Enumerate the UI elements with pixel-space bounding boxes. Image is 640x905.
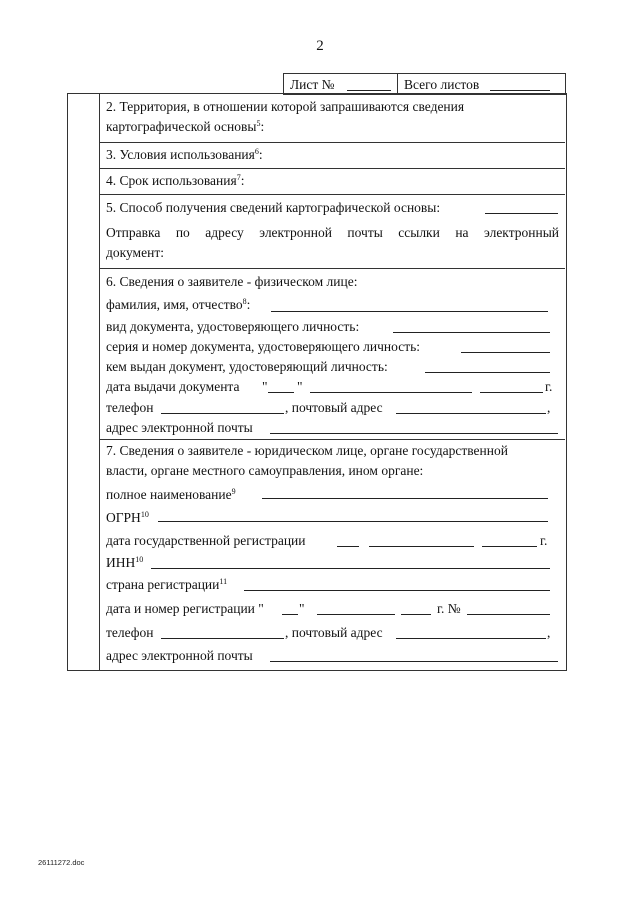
ogrn-label: [106, 510, 559, 526]
total-sheets-label: Всего листов: [404, 77, 480, 92]
footnote-ref: 9: [231, 487, 236, 496]
section-divider: [99, 268, 565, 269]
section-5-option-cont: документ:: [106, 245, 164, 260]
doc-number-field[interactable]: [461, 352, 550, 353]
footnote-ref: 7: [236, 173, 241, 182]
reg-year-field[interactable]: [401, 614, 431, 615]
doc-date-label: дата выдачи документа: [106, 379, 240, 394]
section-5-title: 5. Способ получения сведений картографической основы:: [106, 200, 441, 215]
section-5-option: Отправка по адресу электронной почты ссылки на электронный: [106, 225, 559, 240]
year-suffix: г.: [540, 533, 548, 548]
doc-type-label: вид документа, удостоверяющего личность:: [106, 319, 360, 334]
reg-day-field[interactable]: [282, 614, 298, 615]
receipt-method-field[interactable]: [485, 213, 558, 214]
doc-date-month-field[interactable]: [310, 392, 472, 393]
full-name-text: полное наименование: [106, 487, 232, 502]
section-divider: [99, 168, 565, 169]
quote-close: ": [297, 379, 303, 394]
ogrn-field[interactable]: [158, 521, 548, 522]
postal-field[interactable]: [396, 413, 546, 414]
section-7-title-1: 7. Сведения о заявителе - юридическом лице, органе государственной: [106, 443, 508, 458]
reg-date-year-field[interactable]: [482, 546, 537, 547]
section-2-line-2: [106, 119, 559, 135]
ogrn-text: ОГРН: [106, 510, 141, 525]
section-3-text: 3. Условия использования: [106, 147, 255, 162]
fio-field[interactable]: [271, 311, 548, 312]
doc-issuer-label: кем выдан документ, удостоверяющий личность:: [106, 359, 388, 374]
full-name-field[interactable]: [262, 498, 548, 499]
reg-date-label: дата государственной регистрации: [106, 533, 306, 548]
email-label: адрес электронной почты: [106, 648, 253, 663]
full-name-label: [106, 487, 559, 503]
reg-date-number-label: дата и номер регистрации ": [106, 601, 264, 616]
inn-field[interactable]: [151, 568, 550, 569]
doc-type-field[interactable]: [393, 332, 550, 333]
fio-colon: :: [246, 297, 251, 312]
sheet-number-field[interactable]: [347, 79, 391, 91]
section-3-colon: :: [258, 147, 263, 162]
section-4-title: [106, 173, 559, 189]
section-4-colon: :: [240, 173, 245, 188]
sheet-number-cell: [283, 73, 398, 95]
footnote-ref: 5: [256, 119, 261, 128]
section-6-title: 6. Сведения о заявителе - физическом лице:: [106, 274, 358, 289]
quote-open: ": [262, 379, 268, 394]
section-2-text: картографической основы: [106, 119, 257, 134]
sheet-number-label: Лист №: [290, 77, 335, 92]
phone-field[interactable]: [161, 638, 284, 639]
section-divider: [99, 439, 565, 440]
country-text: страна регистрации: [106, 577, 220, 592]
footnote-ref: 11: [219, 577, 228, 586]
section-3-title: [106, 147, 559, 163]
email-field[interactable]: [270, 433, 558, 434]
page-number: 2: [316, 38, 324, 54]
country-field[interactable]: [244, 590, 550, 591]
postal-label: , почтовый адрес: [285, 625, 383, 640]
footnote-ref: 8: [242, 297, 247, 306]
section-divider: [99, 142, 565, 143]
email-field[interactable]: [270, 661, 558, 662]
total-sheets-field[interactable]: [490, 79, 550, 91]
comma: ,: [547, 625, 551, 640]
year-suffix: г.: [545, 379, 553, 394]
table-left-column: [67, 93, 100, 671]
quote-close: ": [299, 601, 305, 616]
fio-text: фамилия, имя, отчество: [106, 297, 243, 312]
footnote-ref: 10: [140, 510, 149, 519]
footnote-ref: 6: [254, 147, 259, 156]
doc-issuer-field[interactable]: [425, 372, 550, 373]
phone-label: телефон: [106, 400, 154, 415]
reg-date-day-field[interactable]: [337, 546, 359, 547]
phone-field[interactable]: [161, 413, 284, 414]
reg-month-field[interactable]: [317, 614, 395, 615]
email-label: адрес электронной почты: [106, 420, 253, 435]
section-4-text: 4. Срок использования: [106, 173, 237, 188]
section-7-title-2: власти, органе местного самоуправления, ином органе:: [106, 463, 424, 478]
document-code: 26111272.doc: [38, 858, 85, 867]
footnote-ref: 10: [135, 555, 144, 564]
reg-date-month-field[interactable]: [369, 546, 474, 547]
section-divider: [99, 194, 565, 195]
doc-date-year-field[interactable]: [480, 392, 543, 393]
doc-number-label: серия и номер документа, удостоверяющего личность:: [106, 339, 421, 354]
inn-text: ИНН: [106, 555, 136, 570]
reg-number-field[interactable]: [467, 614, 550, 615]
postal-label: , почтовый адрес: [285, 400, 383, 415]
section-2-line-1: 2. Территория, в отношении которой запрашиваются сведения: [106, 99, 465, 114]
postal-field[interactable]: [396, 638, 546, 639]
total-sheets-cell: [396, 73, 566, 95]
phone-label: телефон: [106, 625, 154, 640]
section-2-colon: :: [260, 119, 265, 134]
year-number-label: г. №: [437, 601, 461, 616]
comma: ,: [547, 400, 551, 415]
doc-date-day-field[interactable]: [268, 392, 294, 393]
